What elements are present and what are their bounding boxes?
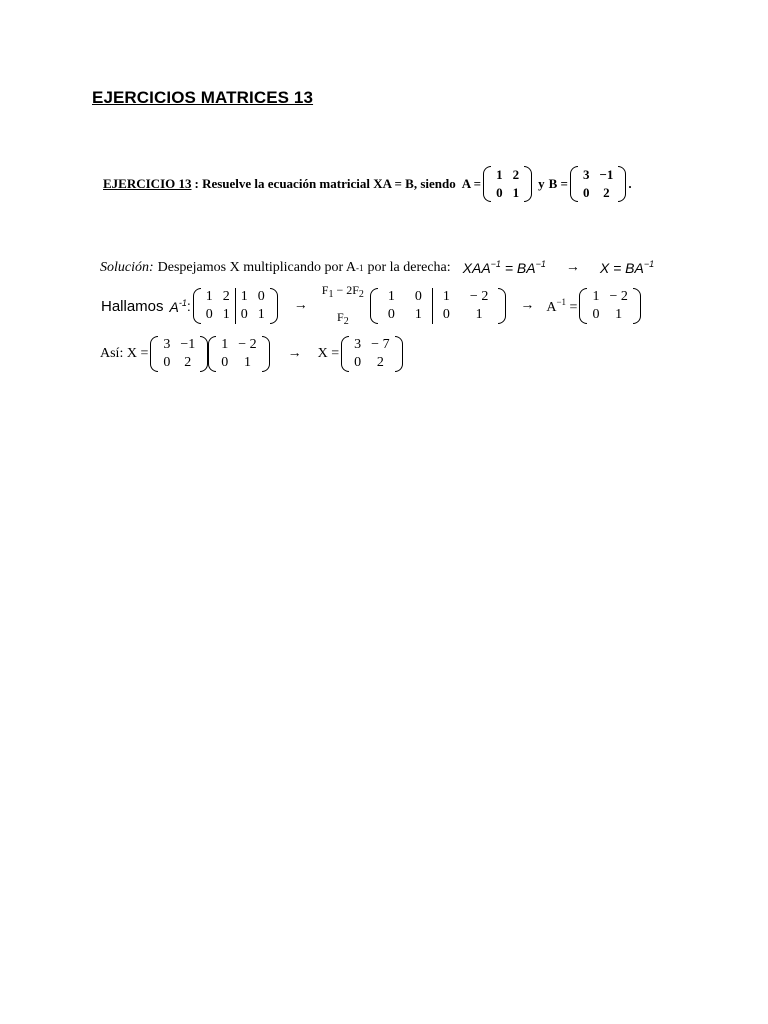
solution-text-1: Despejamos X multiplicando por A (157, 259, 356, 275)
aug2-cell: 0 (414, 289, 422, 304)
page-title: EJERCICIOS MATRICES 13 (92, 88, 314, 107)
inverse-computation (101, 283, 643, 329)
inverse-sup: -1 (355, 262, 364, 273)
aug2-cell: 1 (432, 288, 460, 306)
result-eq: = (566, 299, 578, 315)
hallamos-label: Hallamos (101, 297, 164, 315)
a-inverse-sup: -1 (178, 297, 187, 308)
m1-cell: 2 (184, 355, 192, 370)
matrix-b-cell: 3 (582, 167, 590, 182)
arrow: → (293, 298, 308, 313)
aug2-cell: 0 (387, 307, 395, 322)
m2-cell: − 2 (238, 337, 257, 352)
m1-cell: 3 (163, 337, 171, 352)
arrow: → (520, 298, 535, 313)
op1-f: F (321, 283, 329, 297)
augmented-matrix-1 (193, 288, 278, 324)
b-equals: B = (548, 176, 568, 191)
matrix-a (483, 166, 532, 202)
op2-f: F (337, 310, 344, 324)
arrow: → (565, 259, 580, 275)
matrix-b-factor (150, 336, 208, 372)
inverse-matrix (579, 288, 640, 324)
result-a: A (546, 299, 557, 315)
op2-sub: 2 (343, 316, 349, 327)
eq1-sup2: −1 (535, 259, 546, 269)
aug2-cell: 0 (432, 306, 460, 324)
aug1-cell: 1 (222, 307, 230, 322)
m1-cell: −1 (180, 337, 196, 352)
aug1-cell: 1 (205, 289, 213, 304)
a-equals: A = (461, 176, 482, 191)
row-operations (322, 279, 364, 333)
asi-label: Así: X = (100, 346, 149, 361)
result-sup: −1 (556, 296, 567, 307)
m2-cell: 0 (221, 355, 229, 370)
result-matrix-x (341, 336, 402, 372)
matrix-a-cell: 2 (512, 167, 520, 182)
a-inverse-letter: A (169, 298, 179, 315)
final-computation (100, 332, 405, 376)
aug2-cell: 1 (414, 307, 422, 322)
eq1-lhs: XAA (462, 260, 491, 276)
inv-cell: 1 (592, 289, 600, 304)
exercise-label: EJERCICIO 13 (103, 176, 192, 191)
aug1-cell: 1 (235, 288, 253, 306)
inv-cell: 0 (592, 307, 600, 322)
matrix-a-cell: 0 (496, 185, 503, 200)
aug1-cell: 0 (205, 307, 213, 322)
exercise-text: : Resuelve la ecuación matricial XA = B, siendo (194, 176, 456, 191)
eq2-sup: −1 (643, 259, 655, 269)
op1-rest: − 2F (333, 283, 359, 297)
row-op-2 (337, 306, 349, 333)
equation-2 (600, 259, 654, 276)
eq1-sup: −1 (490, 259, 501, 269)
x-cell: 2 (376, 355, 384, 370)
m2-cell: 1 (221, 337, 229, 352)
matrix-b-cell: 2 (603, 185, 610, 200)
arrow: → (287, 346, 302, 361)
augmented-matrix-2 (370, 288, 506, 324)
matrix-b-cell: 0 (582, 185, 590, 200)
x-cell: − 7 (371, 337, 390, 352)
aug1-cell: 0 (235, 306, 253, 324)
row-op-1 (322, 279, 364, 306)
eq1-mid: = BA (500, 260, 536, 276)
inv-cell: − 2 (609, 289, 628, 304)
eq2-text: X = BA (599, 260, 644, 276)
aug2-cell: 1 (387, 289, 395, 304)
solution-line (100, 259, 654, 276)
aug2-cell: − 2 (469, 289, 489, 304)
equation-1 (463, 259, 546, 276)
matrix-a-cell: 1 (512, 185, 520, 200)
matrix-a-cell: 1 (496, 167, 503, 182)
x-cell: 3 (354, 337, 362, 352)
matrix-b-cell: −1 (599, 167, 614, 182)
solution-label: Solución: (100, 259, 154, 275)
and-word: y (538, 176, 545, 191)
aug1-cell: 2 (222, 289, 230, 304)
aug1-cell: 0 (257, 289, 265, 304)
op1-sub2: 2 (358, 289, 364, 300)
period: . (628, 176, 632, 191)
a-inverse-result (546, 297, 577, 316)
inv-cell: 1 (615, 307, 623, 322)
aug2-cell: 1 (475, 307, 483, 322)
colon: : (186, 298, 191, 314)
solution-text-2: por la derecha: (367, 259, 451, 275)
matrix-b (570, 166, 626, 202)
x-cell: 0 (354, 355, 362, 370)
exercise-statement (103, 160, 632, 208)
a-inverse (170, 298, 187, 315)
matrix-inverse-factor (208, 336, 269, 372)
m1-cell: 0 (163, 355, 171, 370)
op1-sub: 1 (328, 289, 334, 300)
m2-cell: 1 (243, 355, 251, 370)
aug1-cell: 1 (257, 307, 265, 322)
x-equals: X = (317, 346, 340, 361)
